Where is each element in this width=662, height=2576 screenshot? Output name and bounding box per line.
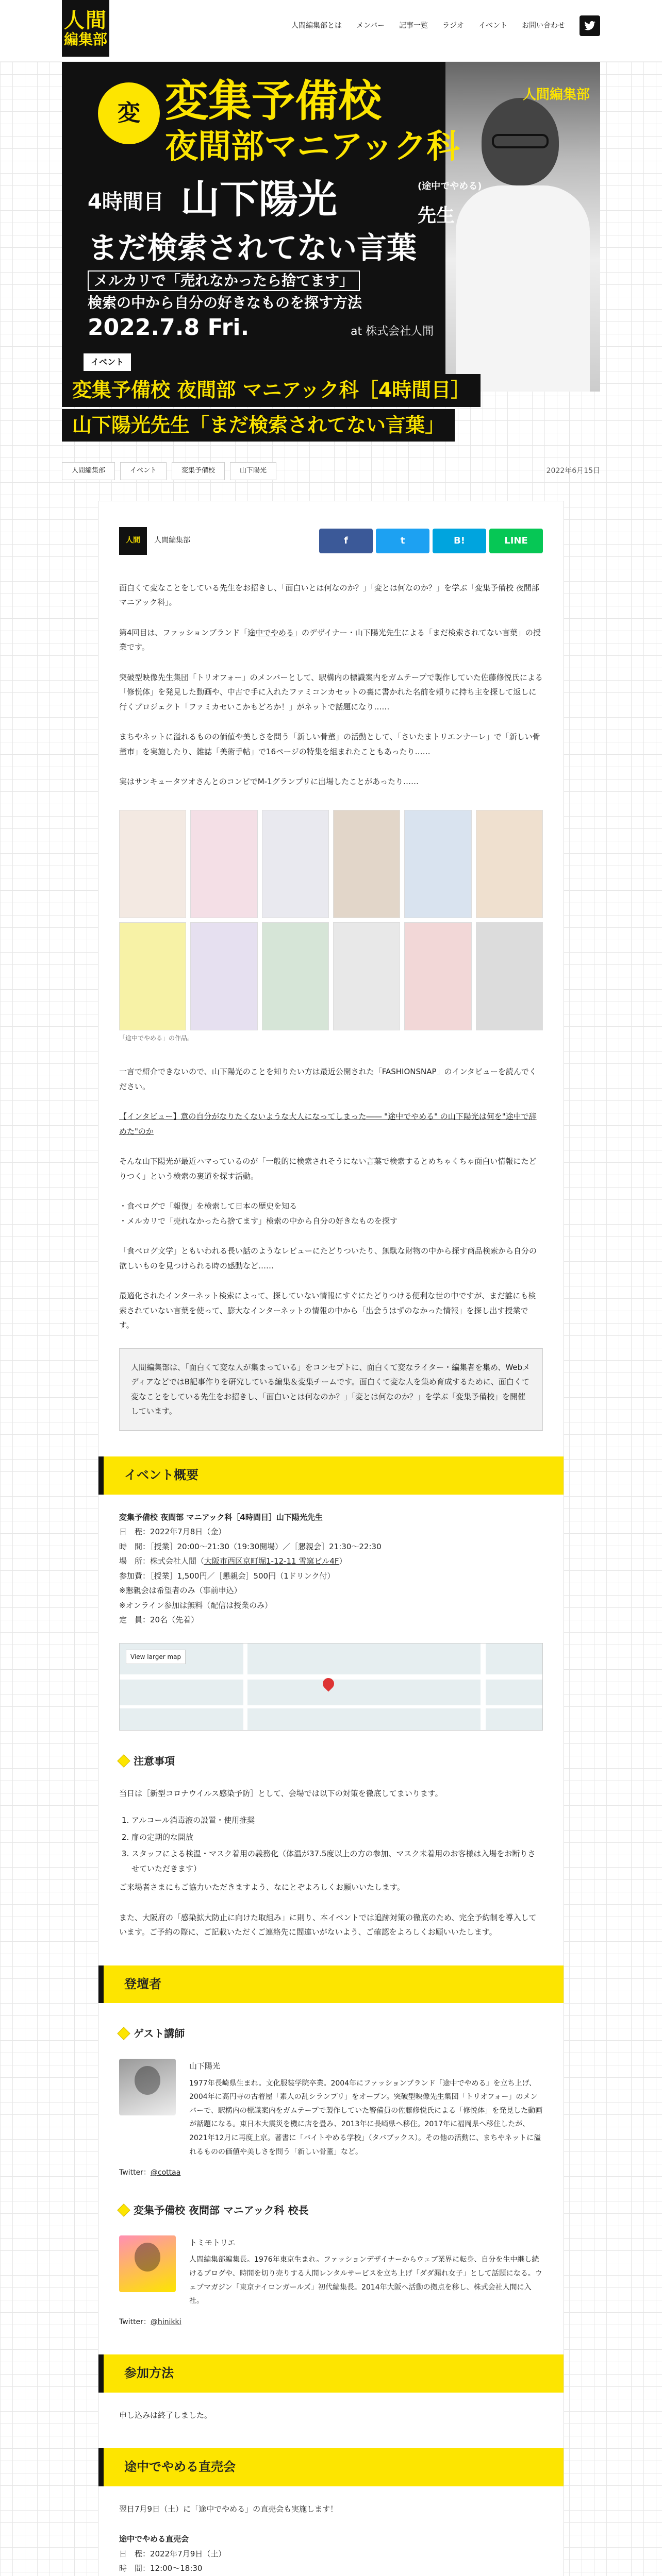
hero-sub2: 検索の中から自分の好きなものを探す方法 [88,294,362,311]
principal-profile [119,2235,543,2308]
guest-bio: 1977年長崎県生まれ。文化服装学院卒業。2004年にファッションブランド「途中でやめる」を立ち上げ、2004年に高円寺の古着屋「素人の乱シランプリ」をオープン。突破型映像先生集団「トリオフォー」のメンバーで、駅構内の標識案内をガムテープで製作していた警備員の佐藤修悦氏による「修悦体」を発見した動画が話題になる。東日本大震災を機に店を畳み、2013年に長崎県へ移住。2017年に福岡県へ移住したが、2021年12月に再度上京。著書に「バイトやめる学校」（タバブックス）。その他の活動に、まちやネットに溢れるものの価値や美しさを問う「新しい骨董」など。 [189,2079,543,2156]
guest-twitter: Twitter：@cottaa [119,2168,181,2177]
twitter-icon: t [400,535,405,546]
product-photo [404,810,471,918]
diamond-icon [117,2027,130,2040]
paragraph: 翌日7月9日（土）に「途中でやめる」の直売会も実施します！ [119,2504,338,2514]
photo-caption: 「途中でやめる」の作品。 [119,1034,194,1042]
hero-speaker-name: 山下陽光 [180,176,337,222]
hero-badge: 人間編集部 [522,87,590,103]
paragraph: 一言で紹介できないので、山下陽光のことを知りたい方は最近公開された「FASHIONSNAP」のインタビューを読んでください。 [119,1067,537,1091]
event-name: 変集予備校 夜間部 マニアック科［4時間目］山下陽光先生 [119,1512,323,1522]
category-badge[interactable]: イベント [82,352,132,372]
logo-line2: 編集部 [63,30,107,48]
nav-item-events[interactable]: イベント [478,21,507,30]
view-larger-map-link[interactable]: View larger map [126,1650,186,1665]
facebook-icon: f [344,535,348,546]
paragraph: ご来場者さまにもご協力いただきますよう、なにとぞよろしくお願いいたします。 [119,1883,405,1892]
principal-twitter: Twitter：@hinikki [119,2317,181,2326]
nav-item-articles[interactable]: 記事一覧 [399,21,428,30]
product-photo [333,922,400,1030]
paragraph: 当日は［新型コロナウイルス感染予防］として、会場では以下の対策を徹底してまいります。 [119,1788,443,1798]
nav-item-about[interactable]: 人間編集部とは [291,21,342,30]
section-heading-sale: 途中でやめる直売会 [98,2448,564,2486]
hatena-share-button[interactable] [433,529,486,553]
event-info [119,1510,543,1628]
hero-speaker-role: (途中でやめる) [418,181,482,192]
hero-title: 変集予備校 [165,76,382,126]
share-buttons [319,529,543,553]
paragraph: 「食べログ文学」ともいわれる長い話のようなレビューにたどりついたり、無駄な財物の中から探す商品検索から自分の欲しいものを見つけられる時の感動など…… [119,1246,537,1270]
site-logo[interactable] [62,0,109,57]
sale-info [119,2532,543,2576]
product-photo [119,810,186,918]
article-body [98,501,564,2576]
tag-henshu-yobiko[interactable]: 変集予備校 [172,462,225,480]
tag-bar [62,462,600,480]
line-icon: LINE [504,535,528,546]
author-avatar[interactable]: 人間 [119,527,147,555]
principal-heading: 変集予備校 夜間部 マニアック科 校長 [119,2200,543,2220]
about-box: 人間編集部は、「面白くて変な人が集まっている」をコンセプトに、面白くて変なライター・編集者を集め、WebメディアなどではB記事作りを研究している編集＆変集チームです。面白くて変な人を集め育成するために、面白くて変なことをしている先生をお招きし、「面白いとは何なのか？」「変とは何なのか？」を学ぶ「変集予備校」を開催しています。 [119,1348,543,1431]
product-photo [190,810,257,918]
product-photo [119,922,186,1030]
nav-item-contact[interactable]: お問い合わせ [522,21,565,30]
interview-link[interactable]: 【インタビュー】意の自分がなりたくないような大人になってしまった―― "途中でやめる" の山下陽光は何を"途中で辞めた"のか [119,1112,537,1136]
principal-name: トミモトリエ [189,2238,236,2247]
guest-profile [119,2059,543,2159]
hero-theme: まだ検索されてない言葉 [88,230,417,265]
section-heading-join: 参加方法 [98,2354,564,2393]
principal-bio: 人間編集部編集長。1976年東京生まれ。ファッションデザイナーからウェブ業界に転身、自分を生中継し続けるブログや、時間を切り売りする人間レンタルサービスを立ち上げ「ダダ漏れ女子」として話題になる。ウェブマガジン「東京ナイロンガールズ」初代編集長。2014年大阪へ活動の拠点を移し、株式会社人間に入社。 [189,2256,542,2306]
main-nav [291,15,600,36]
author-row [119,527,543,555]
hero-session: 4時間目 [88,190,164,214]
event-fee: 参加費：［授業］1,500円／［懇親会］500円（1ドリンク付） [119,1571,335,1581]
tag-ningen-henshubu[interactable]: 人間編集部 [62,462,115,480]
product-photo-grid [119,810,543,1030]
event-note: ※オンライン参加は無料（配信は授業のみ） [119,1600,273,1610]
product-photo [262,922,329,1030]
nav-item-members[interactable]: メンバー [356,21,385,30]
sale-time: 時 間：12:00〜18:30 [119,2564,203,2573]
twitter-icon[interactable] [580,15,600,36]
product-photo [476,810,543,918]
product-photo [476,922,543,1030]
event-date: 日 程：2022年7月8日（金） [119,1527,226,1537]
diamond-icon [117,2204,130,2216]
article-title-line1: 変集予備校 夜間部 マニアック科［4時間目］ [62,374,481,406]
hero-subtitle: 夜間部マニアック科 [165,128,460,166]
article-title-line2: 山下陽光先生「まだ検索されてない言葉」 [62,409,455,442]
sale-date: 日 程：2022年7月9日（土） [119,2549,226,2558]
section-heading-speakers: 登壇者 [98,1965,564,2004]
place-link[interactable]: 大阪市西区京町堀1-12-11 雪窯ビル4F [204,1556,339,1566]
hatena-icon: B! [454,535,465,546]
hero-place: at 株式会社人間 [351,325,434,338]
notice-list [119,1813,543,1876]
list-item: 2. 扉の定期的な開放 [131,1830,543,1845]
hero-sensei: 先生 [418,205,455,226]
brand-link[interactable]: 途中でやめる [247,628,294,637]
guest-name: 山下陽光 [189,2061,221,2071]
event-time: 時 間：［授業］20:00〜21:30（19:30開場）／［懇親会］21:30〜22:30 [119,1541,382,1551]
list-item: 1. アルコール消毒液の設置・使用推奨 [131,1813,543,1828]
paragraph: 突破型映像先生集団「トリオフォー」のメンバーとして、駅構内の標識案内をガムテープで製作していた佐藤修悦氏による「修悦体」を発見した動画や、中古で手に入れたファミコンカセットの裏に書かれた名前を頼りに持ち主を探して返しに行くプロジェクト「ファミカセいこかもどろか！」がネットで話題になり…… [119,672,543,711]
twitter-share-button[interactable] [376,529,429,553]
event-capacity: 定 員：20名（先着） [119,1615,199,1625]
nav-item-radio[interactable]: ラジオ [442,21,464,30]
product-photo [333,810,400,918]
site-header [0,0,662,62]
paragraph: 実はサンキュータツオさんとのコンビでM-1グランプリに出場したことがあったり…… [119,777,419,787]
principal-twitter-link[interactable]: @hinikki [150,2317,181,2326]
guest-heading: ゲスト講師 [119,2024,543,2043]
section-heading-overview: イベント概要 [98,1456,564,1495]
line-share-button[interactable] [489,529,543,553]
hen-logo-icon: 変 [98,82,160,144]
paragraph: また、大阪府の「感染拡大防止に向けた取組み」に則り、本イベントでは追跡対策の徹底のため、完全予約制を導入しています。ご予約の際に、ご記載いただくご連絡先に間違いがないよう、ご確認をよろしくお願いいたします。 [119,1912,537,1937]
paragraph: 最適化されたインターネット検索によって、探していない情報にすぐにたどりつける便利な世の中ですが、まだ誰にも検索されていない言葉を使って、膨大なインターネットの情報の中から「出会うはずのなかった情報」を探し出す授業です。 [119,1291,536,1330]
hero-date: 2022.7.8 Fri. [88,314,250,341]
hero-sub1: メルカリで「売れなかったら捨てます」 [88,270,360,291]
diamond-icon [117,1754,130,1767]
product-photo [190,922,257,1030]
event-note: ※懇親会は希望者のみ（事前申込） [119,1586,242,1596]
event-place: 場 所：株式会社人間（大阪市西区京町堀1-12-11 雪窯ビル4F） [119,1556,347,1566]
article-title-band [62,352,600,442]
tag-yamashita[interactable]: 山下陽光 [230,462,276,480]
list-item: 3. スタッフによる検温・マスク着用の義務化（体温が37.5度以上の方の参加、マスク未着用のお客様は入場をお断りさせていただきます） [131,1846,543,1876]
logo-line1: 人間 [64,8,107,32]
paragraph: 面白くて変なことをしている先生をお招きし、「面白いとは何なのか？」「変とは何なのか？」を学ぶ「変集予備校 夜間部 マニアック科」。 [119,583,539,607]
paragraph: 第4回目は、ファッションブランド「途中でやめる」のデザイナー・山下陽光先生による「まだ検索されてない言葉」の授業です。 [119,628,541,652]
paragraph [119,1109,543,1139]
avatar [119,2235,176,2292]
product-photo [262,810,329,918]
product-photo [404,922,471,1030]
tag-event[interactable]: イベント [120,462,167,480]
speaker-photo [445,62,600,392]
guest-twitter-link[interactable]: @cottaa [150,2168,181,2177]
location-map[interactable] [119,1643,543,1731]
paragraph: まちやネットに溢れるものの価値や美しさを問う「新しい骨董」の活動として、「さいたまトリエンナーレ」で「新しい骨董市」を実施したり、雑誌「美術手帖」で16ページの特集を組まれたこともあったり…… [119,732,540,756]
paragraph: ・食べログで「報復」を検索して日本の歴史を知る ・メルカリで「売れなかったら捨てます」検索の中から自分の好きなものを探す [119,1201,398,1226]
notice-heading: 注意事項 [119,1751,543,1771]
avatar [119,2059,176,2115]
author-name[interactable]: 人間編集部 [154,536,190,545]
twitter-bird-icon [584,21,595,30]
sale-name: 途中でやめる直売会 [119,2534,189,2544]
publish-date: 2022年6月15日 [546,467,600,476]
paragraph: そんな山下陽光が最近ハマっているのが「一般的に検索されそうにない言葉で検索するとめちゃくちゃ面白い情報にたどりつく」という検索の裏道を探す活動。 [119,1157,537,1181]
facebook-share-button[interactable] [319,529,373,553]
hero-banner [62,62,600,392]
paragraph: 申し込みは終了しました。 [119,2410,212,2420]
